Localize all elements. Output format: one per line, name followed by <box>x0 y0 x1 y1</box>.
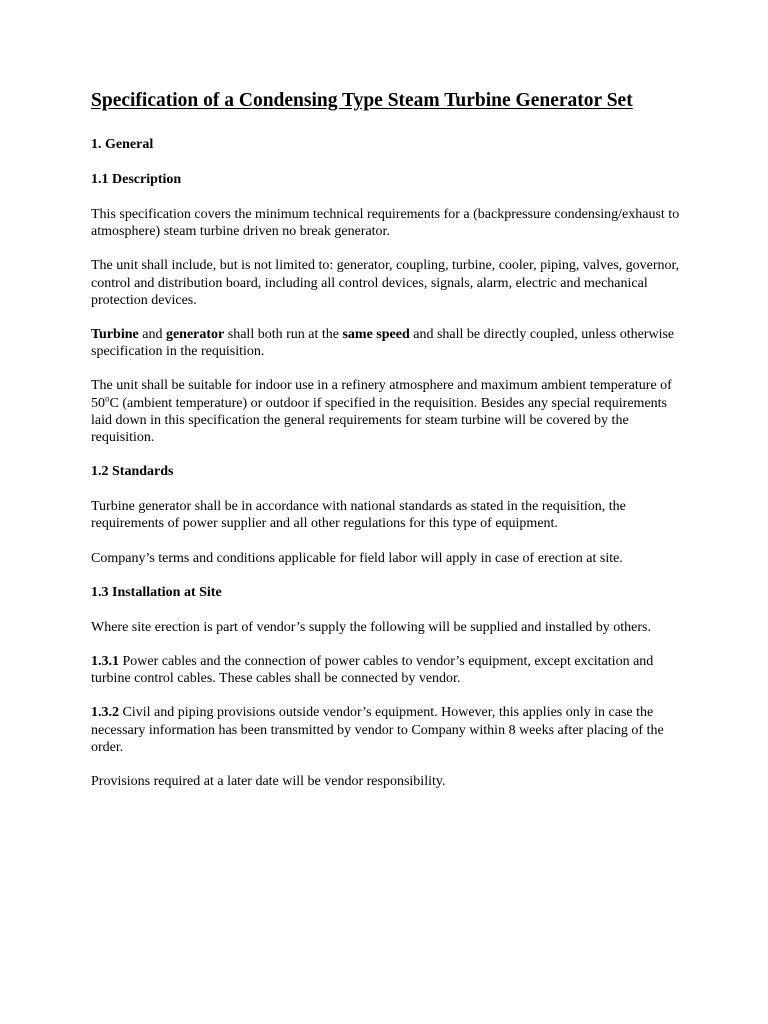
paragraph-text-segment: The unit shall be suitable for indoor use in a refinery atmosphere and maximum ambient temperature of 50 <box>91 378 672 411</box>
description-paragraph-2: The unit shall include, but is not limited to: generator, coupling, turbine, cooler, piping, valves, governor, control and distribution board, including all control devices, signals, alarm, electric and mechanical protection devices. <box>91 258 680 308</box>
section-heading-installation: 1.3 Installation at Site <box>91 584 222 600</box>
description-paragraph-3 <box>91 326 691 360</box>
installation-paragraph-2: Provisions required at a later date will be vendor responsibility. <box>91 774 446 790</box>
document-page <box>91 88 691 807</box>
item-number: 1.3.2 <box>91 705 119 721</box>
degree-superscript: o <box>105 392 110 403</box>
standards-paragraph-1: Turbine generator shall be in accordance with national standards as stated in the requisition, the requirements of power supplier and all other regulations for this type of equipment. <box>91 499 626 532</box>
bold-term-generator: generator <box>165 327 225 343</box>
item-number: 1.3.1 <box>91 654 119 670</box>
description-paragraph-1: This specification covers the minimum technical requirements for a (backpressure condensing/exhaust to atmosphere) steam turbine driven no break generator. <box>91 207 680 240</box>
installation-item-1-3-2 <box>91 704 691 756</box>
description-paragraph-4 <box>91 377 691 446</box>
bold-term-turbine: Turbine <box>91 327 139 343</box>
paragraph-text-segment: and <box>138 327 166 343</box>
paragraph-text-segment: C (ambient temperature) or outdoor if specified in the requisition. Besides any special requirements laid down in this specification the general requirements for steam turbine will be covered by the requisition. <box>91 395 667 446</box>
document-title: Specification of a Condensing Type Steam Turbine Generator Set <box>91 90 633 111</box>
section-heading-description: 1.1 Description <box>91 172 182 187</box>
installation-item-1-3-1 <box>91 653 691 687</box>
paragraph-text-segment: and shall be directly coupled, unless otherwise specification in the requisition. <box>91 327 675 360</box>
section-heading-general: 1. General <box>91 137 154 152</box>
installation-paragraph-1: Where site erection is part of vendor’s supply the following will be supplied and installed by others. <box>91 619 652 635</box>
item-text: Power cables and the connection of power cables to vendor’s equipment, except excitation and turbine control cables. These cables shall be connected by vendor. <box>91 654 654 687</box>
bold-term-same-speed: same speed <box>342 327 410 343</box>
paragraph-text-segment: shall both run at the <box>224 327 343 343</box>
item-text: Civil and piping provisions outside vendor’s equipment. However, this applies only in case the necessary information has been transmitted by vendor to Company within 8 weeks after placing of the order. <box>91 705 664 755</box>
section-heading-standards: 1.2 Standards <box>91 464 174 480</box>
standards-paragraph-2: Company’s terms and conditions applicable for field labor will apply in case of erection at site. <box>91 550 623 566</box>
